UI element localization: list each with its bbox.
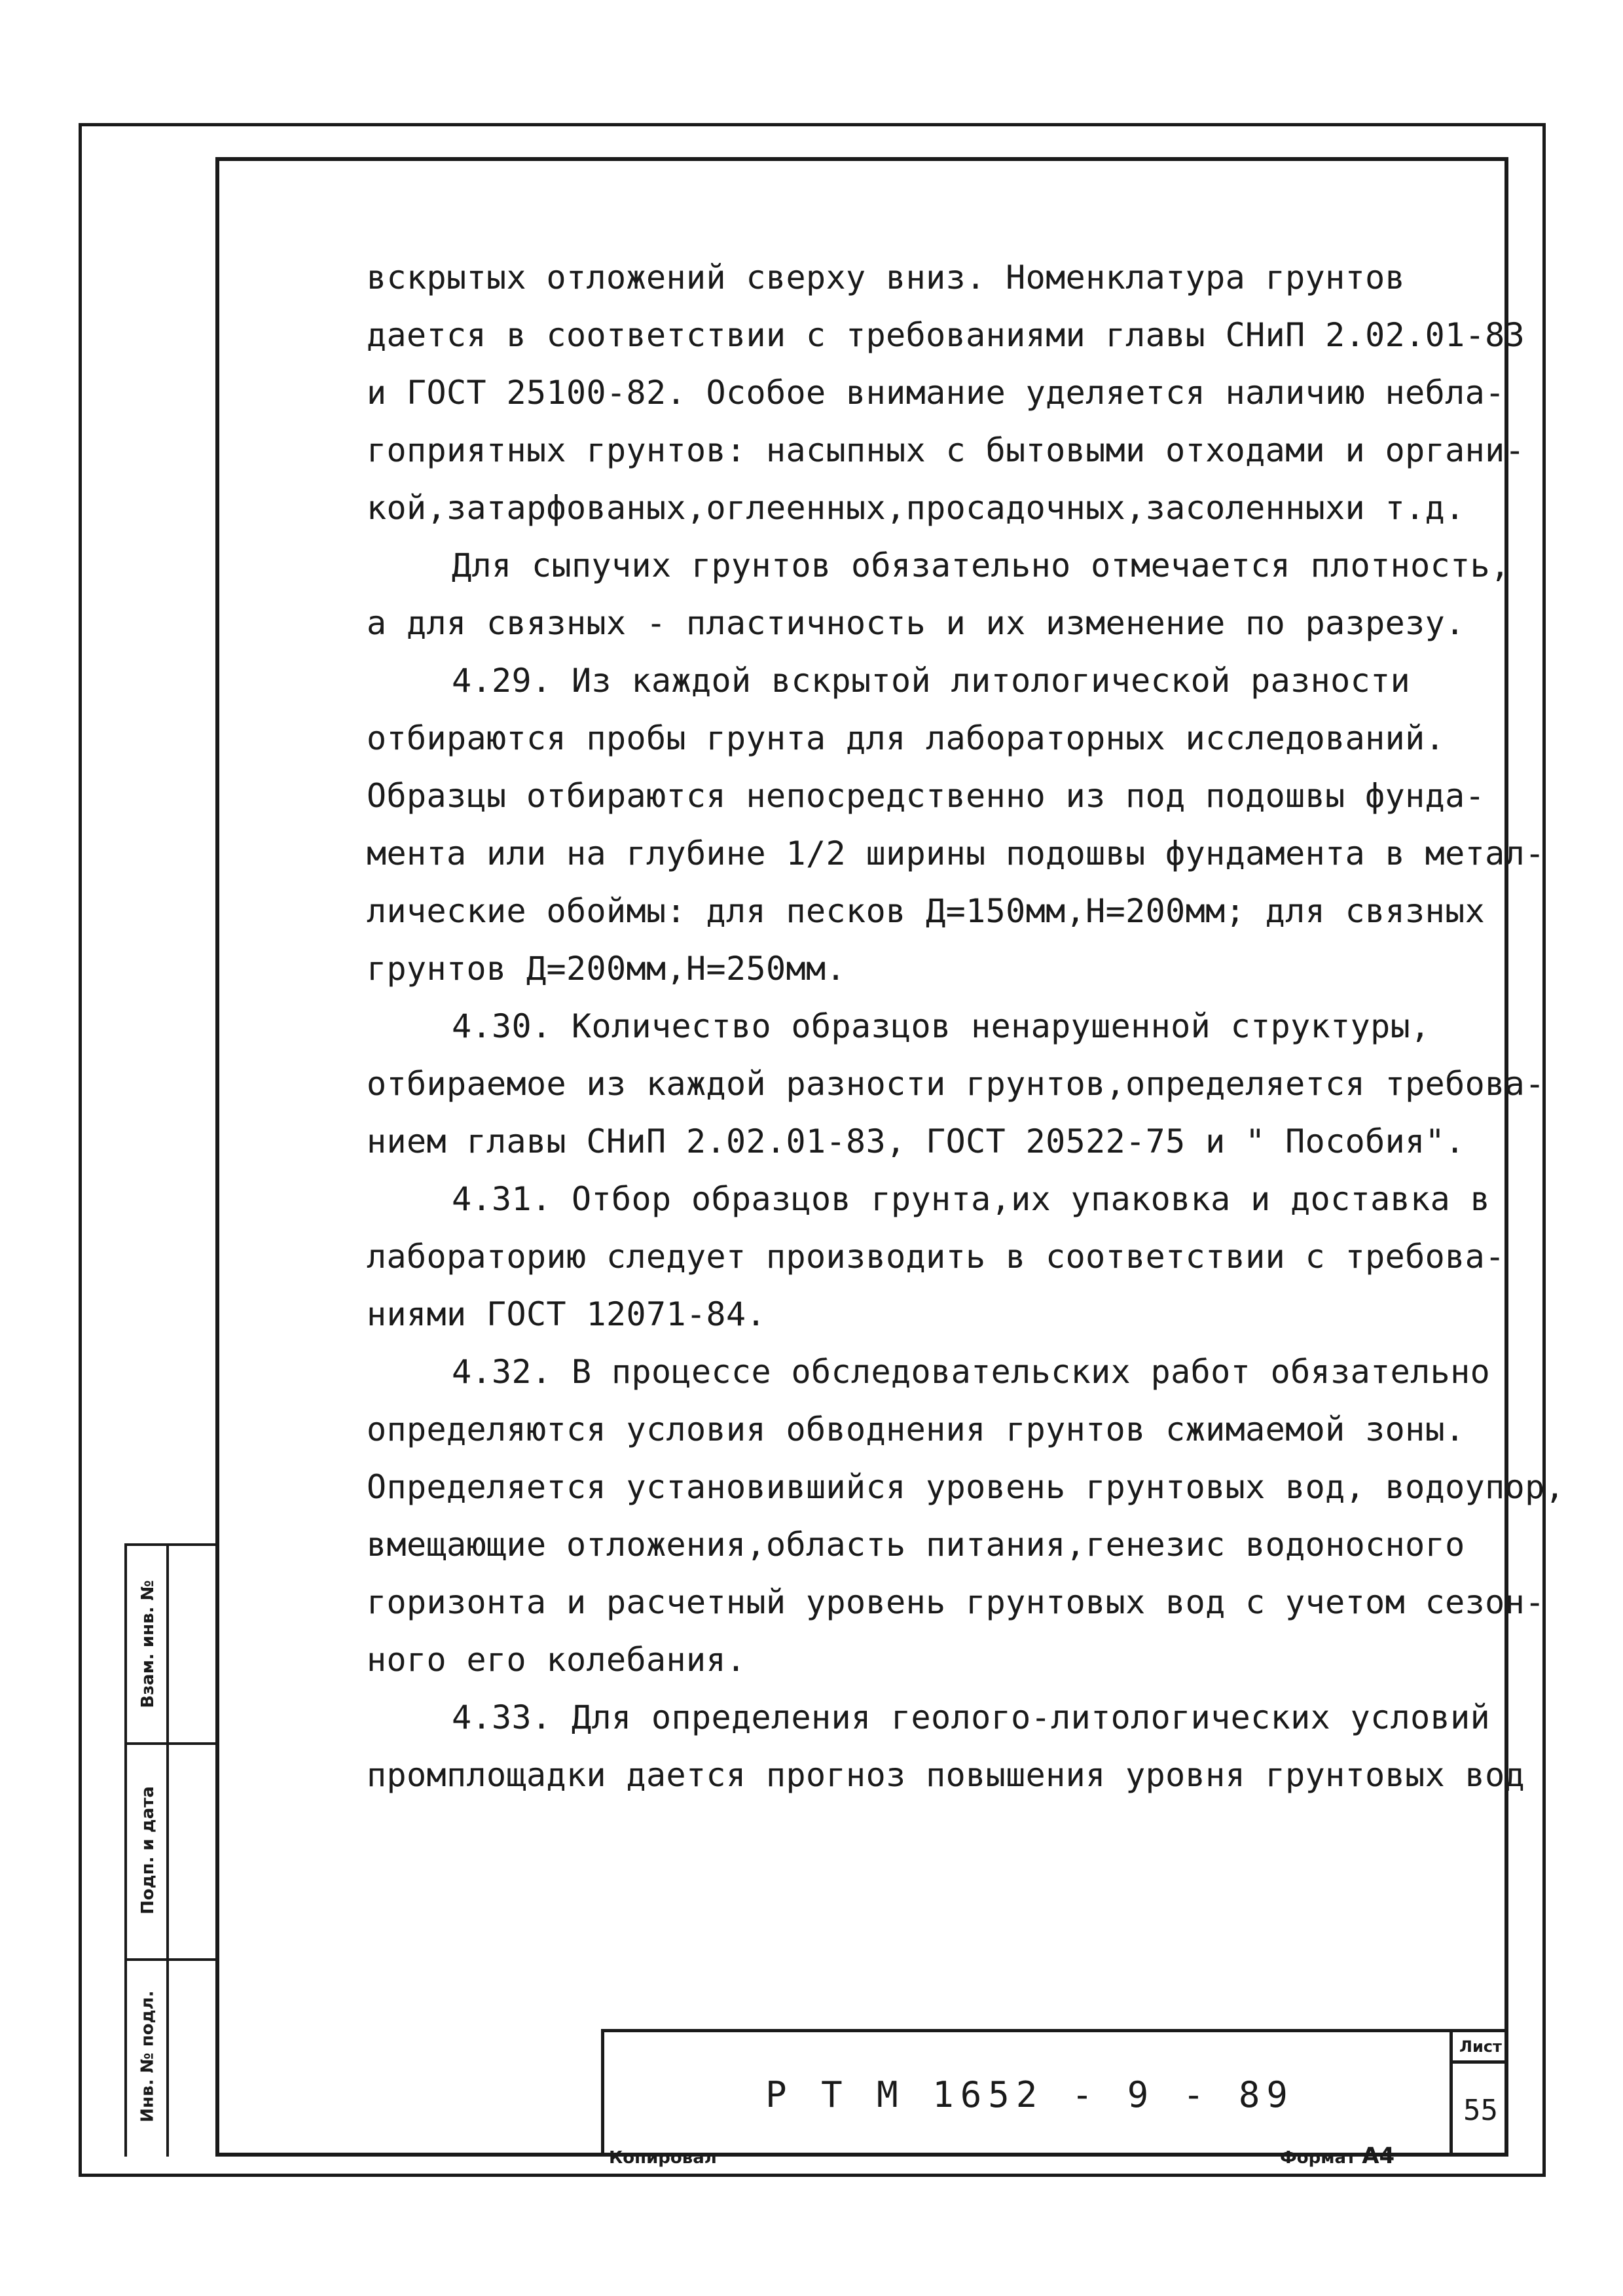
side-label-signature-date: [130, 1742, 166, 1958]
document-code: Р Т М 1652 - 9 - 89: [765, 2073, 1294, 2115]
text-line: гоприятных грунтов: насыпных с бытовыми отходами и органи-: [367, 431, 1525, 469]
footer-copied-by: Копировал: [609, 2148, 717, 2168]
body-text: [367, 249, 1565, 1804]
footer-format: [1280, 2143, 1395, 2169]
side-strip: [124, 1543, 215, 2157]
text-line: ниями ГОСТ 12071-84.: [367, 1295, 767, 1333]
text-line: 4.33. Для определения геолого-литологических условий: [452, 1698, 1491, 1736]
text-line: 4.29. Из каждой вскрытой литологической разности: [452, 662, 1411, 700]
side-label-text: Инв. № подл.: [138, 1990, 158, 2123]
title-stamp: [601, 2029, 1508, 2157]
text-line: нием главы СНиП 2.02.01-83, ГОСТ 20522-75 и " Пособия".: [367, 1122, 1465, 1160]
text-line: 4.31. Отбор образцов грунта,их упаковка и доставка в: [452, 1180, 1491, 1218]
text-line: ного его колебания.: [367, 1641, 746, 1679]
text-line: мента или на глубине 1/2 ширины подошвы фундамента в метал-: [367, 834, 1545, 872]
text-line: Определяется установившийся уровень грунтовых вод, водоупор,: [367, 1468, 1565, 1506]
text-line: 4.32. В процессе обследовательских работ обязательно: [452, 1353, 1491, 1391]
side-column-line: [166, 1546, 169, 2157]
text-line: дается в соответствии с требованиями главы СНиП 2.02.01-83: [367, 316, 1525, 354]
text-line: Образцы отбираются непосредственно из под подошвы фунда-: [367, 777, 1486, 815]
text-line: отбираемое из каждой разности грунтов,определяется требова-: [367, 1065, 1545, 1103]
text-line: промплощадки дается прогноз повышения уровня грунтовых вод: [367, 1756, 1525, 1794]
text-line: отбираются пробы грунта для лабораторных исследований.: [367, 719, 1446, 757]
side-label-original-inv: [130, 1958, 166, 2155]
side-label-text: Взам. инв. №: [138, 1580, 158, 1708]
text-line: лические обоймы: для песков Д=150мм,Н=200мм; для связных: [367, 892, 1486, 930]
text-line: лабораторию следует производить в соответствии с требова-: [367, 1238, 1505, 1276]
text-line: определяются условия обводнения грунтов сжимаемой зоны.: [367, 1410, 1465, 1448]
text-line: Для сыпучих грунтов обязательно отмечается плотность,: [452, 547, 1510, 584]
text-line: и ГОСТ 25100-82. Особое внимание уделяется наличию неблa-: [367, 374, 1505, 412]
footer-format-value: А4: [1362, 2143, 1395, 2169]
sheet-label: Лист: [1453, 2032, 1508, 2064]
side-label-text: Подп. и дата: [138, 1786, 158, 1914]
side-label-replacement-inv: [130, 1546, 166, 1742]
footer-format-label: Формат: [1280, 2148, 1357, 2168]
sheet-number: 55: [1463, 2093, 1498, 2127]
text-line: а для связных - пластичность и их изменение по разрезу.: [367, 604, 1465, 642]
text-line: кой,затарфованых,оглеенных,просадочных,засоленныхи т.д.: [367, 489, 1465, 527]
text-line: грунтов Д=200мм,Н=250мм.: [367, 950, 847, 988]
sheet-box: [1450, 2032, 1508, 2157]
text-line: горизонта и расчетный уровень грунтовых вод с учетом сезон-: [367, 1583, 1545, 1621]
text-line: 4.30. Количество образцов ненарушенной структуры,: [452, 1007, 1431, 1045]
text-line: вмещающие отложения,область питания,генезис водоносного: [367, 1526, 1465, 1564]
text-line: вскрытых отложений сверху вниз. Номенклатура грунтов: [367, 259, 1406, 296]
